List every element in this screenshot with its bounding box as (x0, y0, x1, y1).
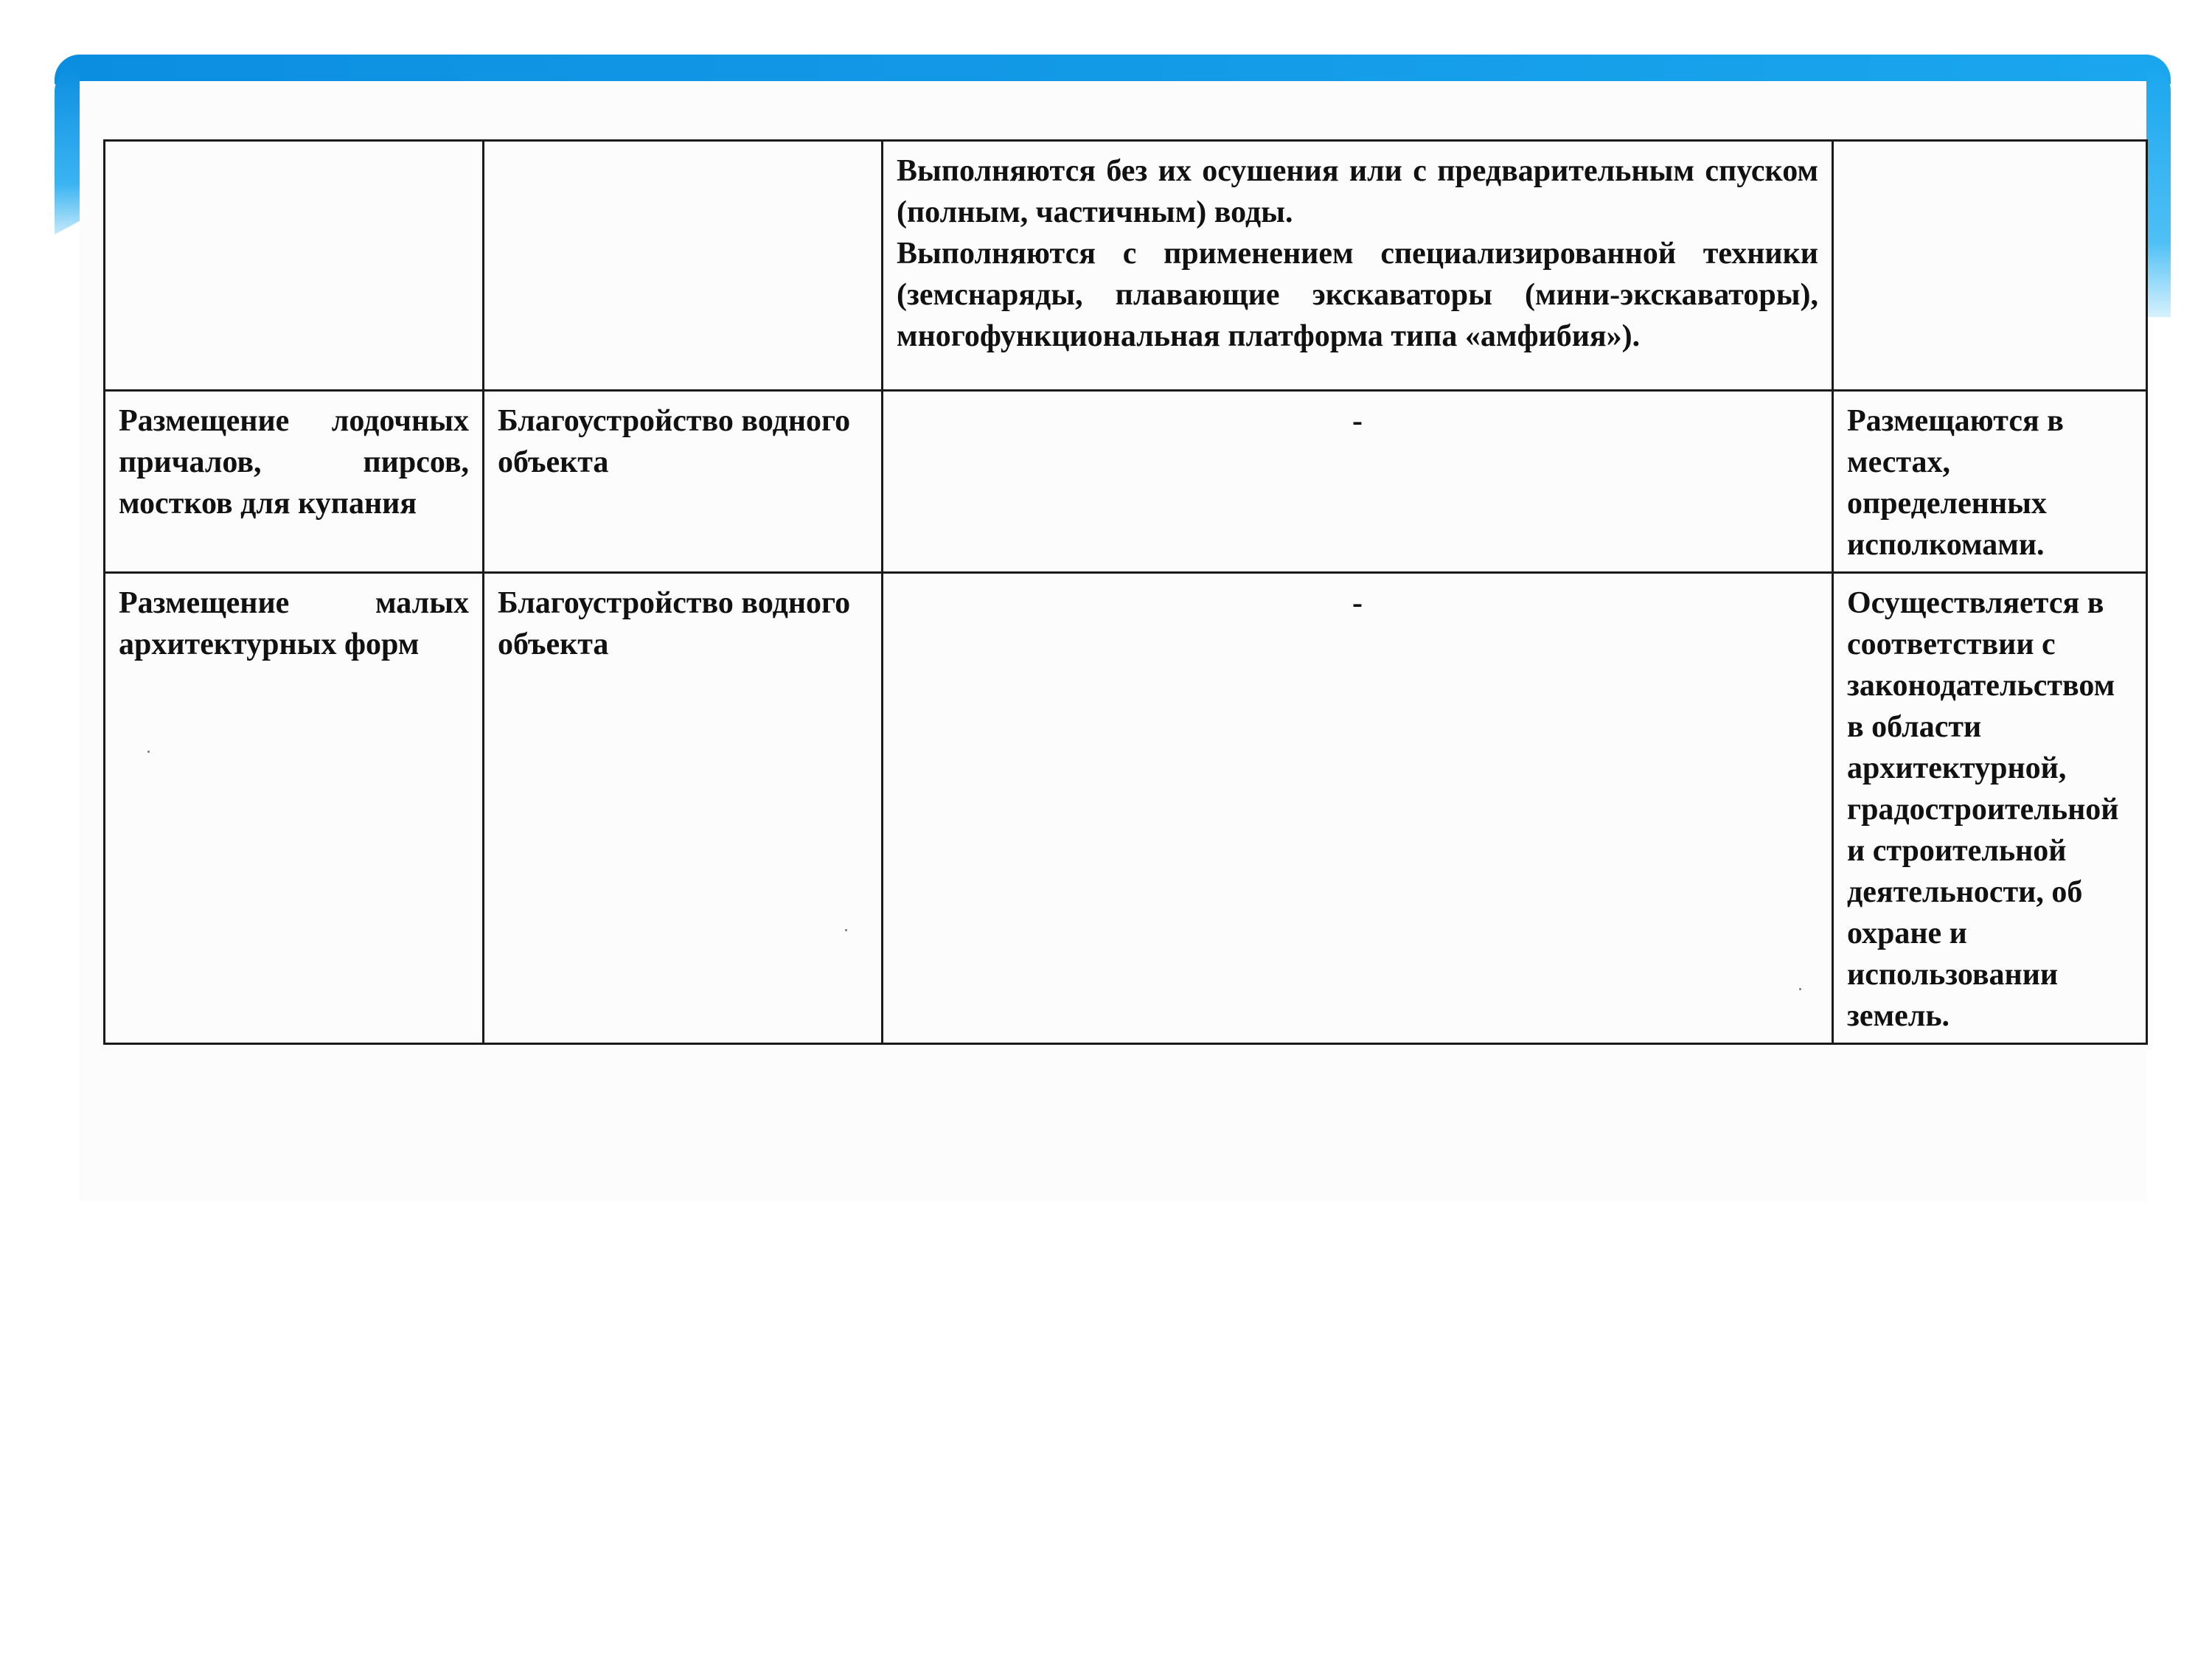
cell-category: Благоустройство водного объекта (484, 573, 883, 1044)
cell-category (484, 141, 883, 391)
method-paragraph: Выполняются без их осушения или с предварительным спуском (полным, частичным) воды. (897, 154, 1818, 229)
table-row (105, 573, 2147, 1044)
table-row (105, 141, 2147, 391)
scan-speck (1799, 988, 1801, 990)
cell-note: Осуществляется в соответствии с законодательством в области архитектурной, градостроительной и строительной деятельности, об охране и использовании земель. (1833, 573, 2147, 1044)
frame-top-bar (55, 55, 2171, 84)
cell-name (105, 141, 484, 391)
requirements-table (103, 139, 2148, 1045)
cell-note (1833, 141, 2147, 391)
method-paragraph: Выполняются с применением специализированной техники (земснаряды, плавающие экскаваторы (мини-экскаваторы), многофункциональная платформа типа «амфибия»). (897, 237, 1818, 353)
cell-method: - (883, 573, 1833, 1044)
cell-name: Размещение лодочных причалов, пирсов, мостков для купания (105, 391, 484, 573)
cell-method (883, 141, 1833, 391)
scan-speck (147, 751, 150, 753)
cell-note: Размещаются в местах, определенных исполкомами. (1833, 391, 2147, 573)
cell-name: Размещение малых архитектурных форм (105, 573, 484, 1044)
frame-right-bracket (2146, 66, 2171, 317)
cell-category: Благоустройство водного объекта (484, 391, 883, 573)
frame-left-bracket (55, 66, 80, 234)
scan-speck (845, 929, 847, 931)
table-row (105, 391, 2147, 573)
cell-method: - (883, 391, 1833, 573)
